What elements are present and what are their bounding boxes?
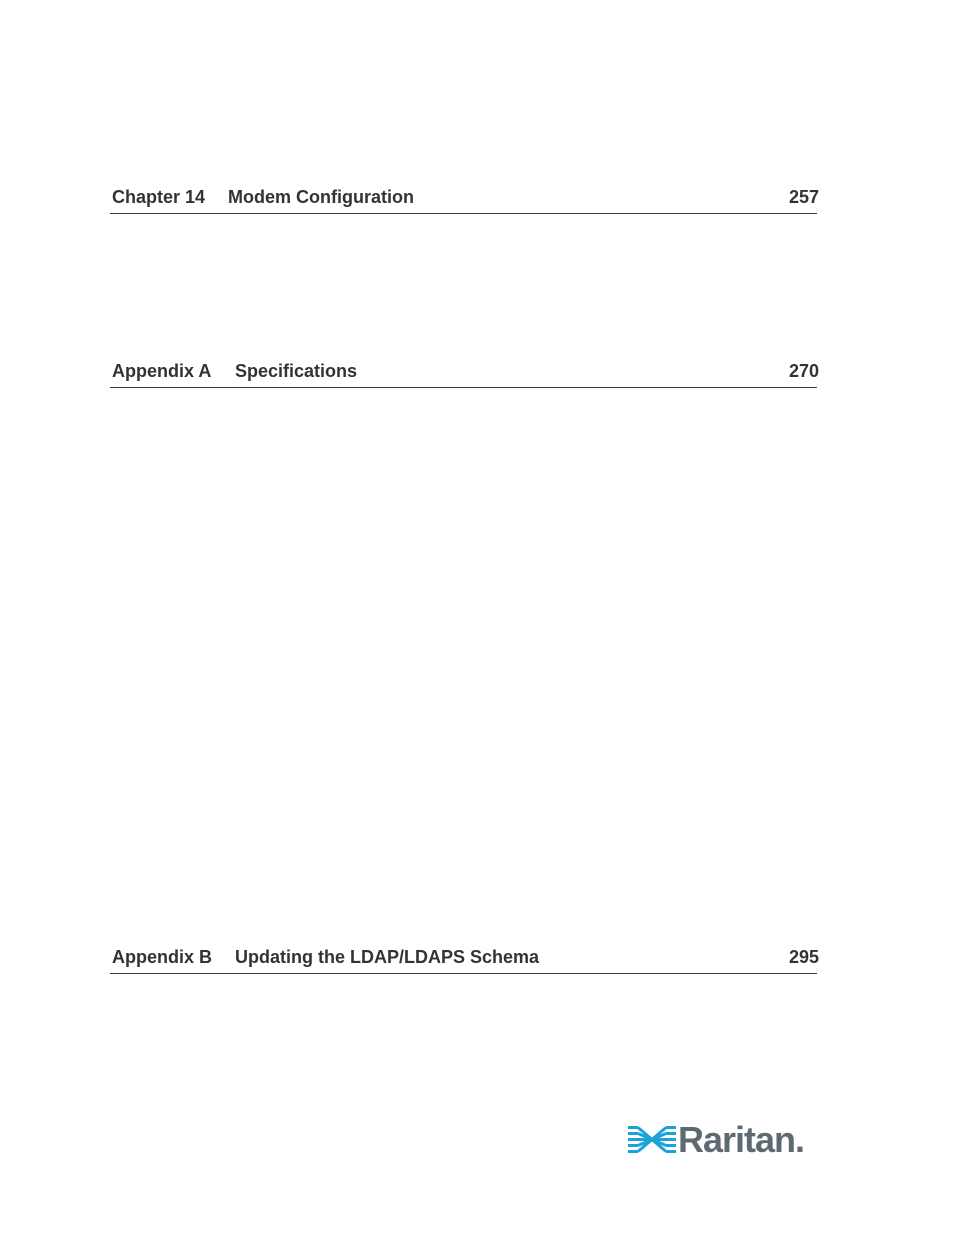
toc-entry-label: Appendix A bbox=[112, 361, 212, 381]
toc-entry-title[interactable]: Modem Configuration bbox=[228, 187, 414, 207]
raritan-logo-mark-icon bbox=[628, 1125, 676, 1157]
toc-entry-title[interactable]: Specifications bbox=[235, 361, 358, 381]
toc-entry-appendix-b[interactable] bbox=[110, 947, 817, 974]
toc-entry-page-number[interactable]: 257 bbox=[788, 187, 819, 207]
raritan-logo-wordmark: Raritan. bbox=[678, 1119, 805, 1160]
toc-entry-title[interactable]: Updating the LDAP/LDAPS Schema bbox=[235, 947, 540, 967]
toc-entry-chapter-14[interactable] bbox=[110, 187, 817, 214]
toc-entry-label: Chapter 14 bbox=[112, 187, 206, 207]
toc-entry-appendix-a[interactable] bbox=[110, 361, 817, 388]
raritan-logo bbox=[628, 1119, 805, 1160]
toc-entry-page-number[interactable]: 295 bbox=[788, 947, 819, 967]
toc-entry-page-number[interactable]: 270 bbox=[788, 361, 819, 381]
toc-entry-label: Appendix B bbox=[112, 947, 213, 967]
